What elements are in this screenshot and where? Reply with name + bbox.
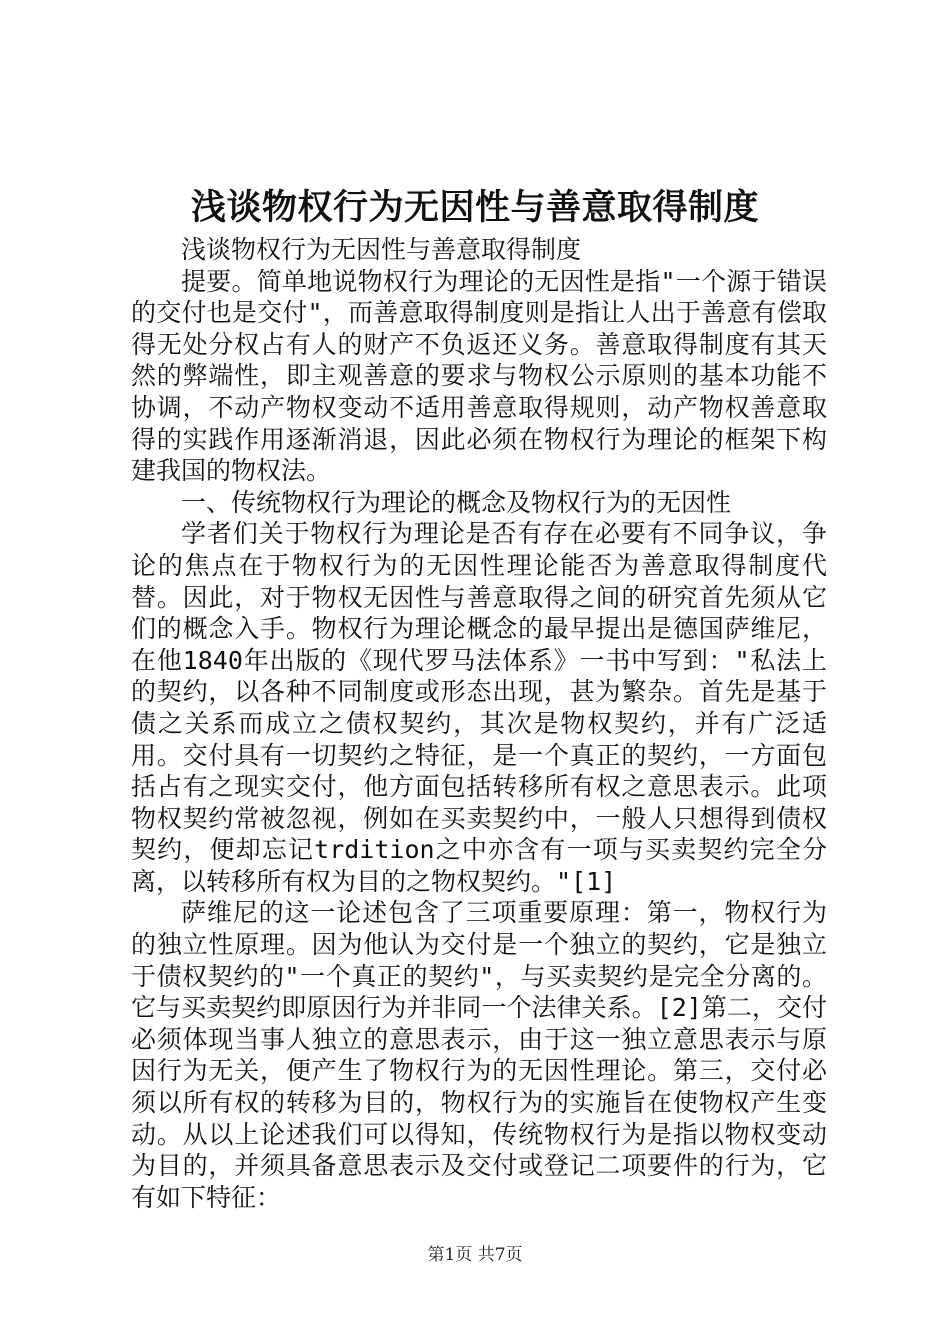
paragraph-body: 学者们关于物权行为理论是否有存在必要有不同争议，争论的焦点在于物权行为的无因性理论能否为善意取得制度代替。因此，对于物权无因性与善意取得之间的研究首先须从它们的概念入手。物权行为理论概念的最早提出是德国萨维尼，在他1840年出版的《现代罗马法体系》一书中写到："私法上的契约，以各种不同制度或形态出现，甚为繁杂。首先是基于债之关系而成立之债权契约，其次是物权契约，并有广泛适用。交付具有一切契约之特征，是一个真正的契约，一方面包括占有之现实交付，他方面包括转移所有权之意思表示。此项物权契约常被忽视，例如在买卖契约中，一般人只想得到债权契约，便却忘记trdition之中亦含有一项与买卖契约完全分离，以转移所有权为目的之物权契约。"[1] (131, 519, 827, 896)
paragraph-subtitle: 浅谈物权行为无因性与善意取得制度 (181, 235, 582, 264)
paragraph-abstract: 提要。简单地说物权行为理论的无因性是指"一个源于错误的交付也是交付"，而善意取得制度则是指让人出于善意有偿取得无处分权占有人的财产不负返还义务。善意取得制度有其天然的弊端性，即主观善意的要求与物权公示原则的基本功能不协调，不动产物权变动不适用善意取得规则，动产物权善意取得的实践作用逐渐消退，因此必须在物权行为理论的框架下构建我国的物权法。 (131, 266, 827, 486)
document-title: 浅谈物权行为无因性与善意取得制度 (190, 187, 759, 228)
paragraph-body: 萨维尼的这一论述包含了三项重要原理：第一，物权行为的独立性原理。因为他认为交付是一个独立的契约，它是独立于债权契约的"一个真正的契约"，与买卖契约是完全分离的。它与买卖契约即原因行为并非同一个法律关系。[2]第二，交付必须体现当事人独立的意思表示，由于这一独立意思表示与原因行为无关，便产生了物权行为的无因性理论。第三，交付必须以所有权的转移为目的，物权行为的实施旨在使物权产生变动。从以上论述我们可以得知，传统物权行为是指以物权变动为目的，并须具备意思表示及交付或登记二项要件的行为，它有如下特征： (131, 898, 827, 1212)
page-number: 第1页 共7页 (427, 1245, 523, 1265)
section-heading: 一、传统物权行为理论的概念及物权行为的无因性 (181, 487, 732, 517)
document-body (131, 234, 827, 1213)
